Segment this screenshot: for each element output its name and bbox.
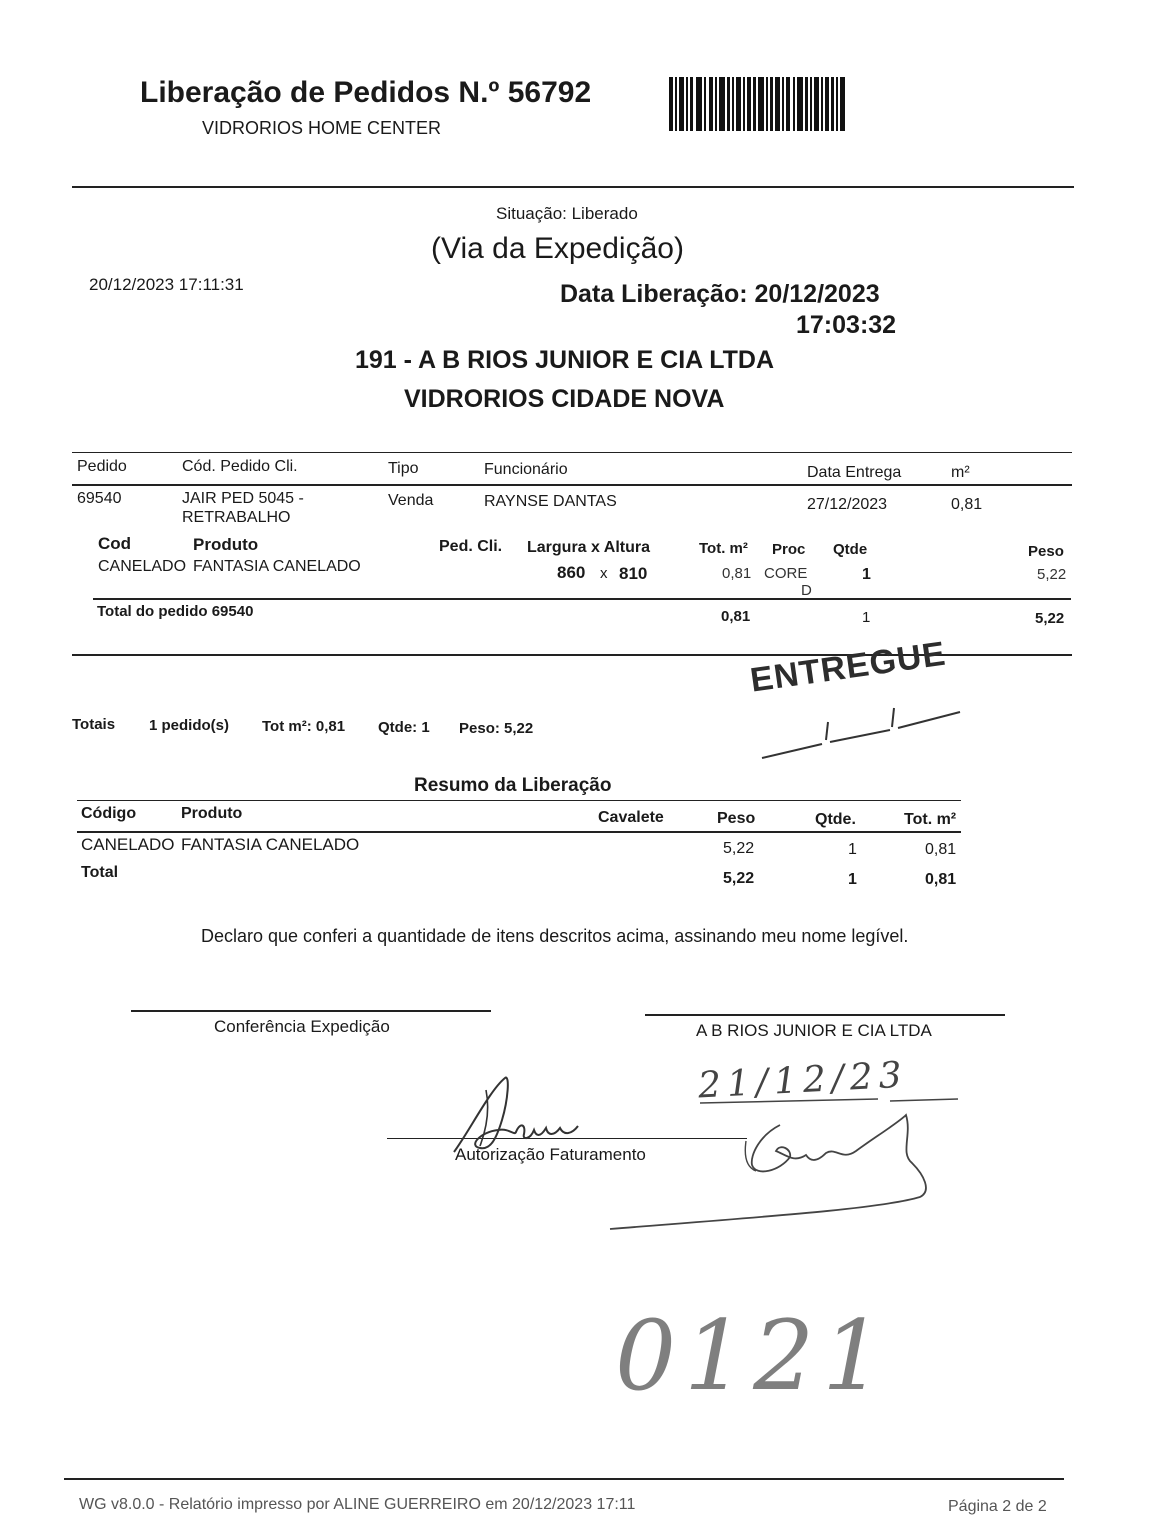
- conferencia-label: Conferência Expedição: [214, 1017, 390, 1036]
- declaration: Declaro que conferi a quantidade de itens descritos acima, assinando meu nome legível.: [201, 926, 909, 946]
- client-store: VIDRORIOS CIDADE NOVA: [404, 385, 725, 413]
- resumo-title: Resumo da Liberação: [414, 775, 612, 796]
- resumo-col-cavalete: Cavalete: [598, 809, 664, 826]
- item-altura: 810: [619, 564, 648, 583]
- resumo-row-tot-m2: 0,81: [925, 841, 957, 858]
- resumo-top: [77, 800, 961, 801]
- client-name: 191 - A B RIOS JUNIOR E CIA LTDA: [355, 346, 775, 374]
- resumo-total-peso: 5,22: [723, 870, 755, 887]
- resumo-col-qtde: Qtde.: [815, 811, 856, 828]
- col-cod-pedido-cli: Cód. Pedido Cli.: [182, 458, 298, 475]
- item-col-cod: Cod: [98, 534, 132, 553]
- footer-page: Página 2 de 2: [948, 1498, 1047, 1515]
- data-liberacao: [560, 280, 880, 309]
- order-total-m2: 0,81: [721, 608, 751, 625]
- totais-pedidos: 1 pedido(s): [149, 717, 230, 734]
- handwritten-note: 0121: [615, 1300, 892, 1412]
- resumo-col-codigo: Código: [81, 805, 137, 822]
- situacao: Situação: Liberado: [496, 204, 638, 223]
- document-title: Liberação de Pedidos N.º 56792: [140, 76, 592, 109]
- order-total-qtde: 1: [862, 609, 871, 626]
- resumo-header-divider: [77, 831, 961, 833]
- item-largura: 860: [557, 563, 586, 582]
- item-peso: 5,22: [1037, 566, 1067, 583]
- resumo-total-qtde: 1: [848, 871, 857, 888]
- data-liberacao-date: 20/12/2023: [754, 280, 880, 308]
- col-funcionario: Funcionário: [484, 461, 568, 478]
- totais-label: Totais: [72, 716, 116, 733]
- resumo-total-label: Total: [81, 864, 119, 881]
- resumo-row-codigo: CANELADO: [81, 835, 175, 854]
- data-entrega-value: 27/12/2023: [807, 496, 888, 513]
- col-pedido: Pedido: [77, 458, 127, 475]
- totais-peso: Peso: 5,22: [459, 720, 534, 737]
- entregue-stamp: ENTREGUE: [748, 634, 949, 700]
- cod-pedido-cli-line2: RETRABALHO: [182, 509, 291, 526]
- item-col-ped-cli: Ped. Cli.: [439, 538, 503, 555]
- resumo-row-produto: FANTASIA CANELADO: [181, 835, 360, 854]
- pedido-number: 69540: [77, 490, 122, 507]
- signature-client: [580, 1105, 940, 1235]
- item-tot-m2: 0,81: [722, 565, 752, 582]
- order-table-top: [72, 452, 1072, 453]
- item-col-qtde: Qtde: [833, 541, 868, 558]
- item-col-tot-m2: Tot. m²: [699, 540, 748, 557]
- client-sign-label: A B RIOS JUNIOR E CIA LTDA: [696, 1021, 932, 1040]
- conferencia-line: [131, 1010, 491, 1012]
- stamp-date-lines: [760, 700, 965, 765]
- company-name: VIDRORIOS HOME CENTER: [202, 118, 442, 138]
- col-tipo: Tipo: [388, 460, 419, 477]
- item-x: x: [600, 565, 608, 582]
- item-produto: FANTASIA CANELADO: [193, 558, 361, 575]
- resumo-row-qtde: 1: [848, 841, 857, 858]
- header-divider: [72, 186, 1074, 188]
- signature-aline: [450, 1070, 590, 1165]
- cod-pedido-cli-line1: JAIR PED 5045 -: [182, 490, 304, 507]
- data-liberacao-label: Data Liberação:: [560, 280, 748, 308]
- m2-value: 0,81: [951, 496, 983, 513]
- order-header-divider: [72, 484, 1072, 486]
- client-sign-line: [645, 1014, 1005, 1016]
- col-m2: m²: [951, 464, 970, 481]
- col-data-entrega: Data Entrega: [807, 464, 902, 481]
- order-total-peso: 5,22: [1035, 610, 1065, 627]
- totais-m2: Tot m²: 0,81: [262, 718, 346, 735]
- order-total-label: Total do pedido 69540: [97, 603, 254, 620]
- data-liberacao-time: 17:03:32: [796, 311, 897, 339]
- item-col-produto: Produto: [193, 535, 259, 554]
- footer-printed-by: WG v8.0.0 - Relatório impresso por ALINE GUERREIRO em 20/12/2023 17:11: [79, 1496, 636, 1513]
- handwritten-date: 21/12/23: [697, 1054, 909, 1107]
- item-cod: CANELADO: [98, 558, 187, 575]
- resumo-total-tot-m2: 0,81: [925, 871, 957, 888]
- barcode: [669, 77, 847, 131]
- item-col-peso: Peso: [1028, 543, 1064, 560]
- item-total-divider: [93, 598, 1071, 600]
- item-proc-line1: CORE: [764, 565, 808, 582]
- item-qtde: 1: [862, 566, 871, 583]
- item-proc-line2: D: [801, 582, 812, 599]
- footer-divider: [64, 1478, 1064, 1480]
- printed-at: 20/12/2023 17:11:31: [89, 275, 244, 294]
- funcionario-value: RAYNSE DANTAS: [484, 493, 617, 510]
- resumo-row-peso: 5,22: [723, 840, 755, 857]
- item-col-largura-altura: Largura x Altura: [527, 539, 650, 556]
- totais-qtde: Qtde: 1: [378, 719, 430, 736]
- autorizacao-label: Autorização Faturamento: [455, 1145, 646, 1164]
- via-label: (Via da Expedição): [431, 232, 684, 265]
- resumo-col-peso: Peso: [717, 810, 756, 827]
- resumo-col-tot-m2: Tot. m²: [904, 811, 957, 828]
- tipo-value: Venda: [388, 492, 434, 509]
- item-col-proc: Proc: [772, 541, 806, 558]
- resumo-col-produto: Produto: [181, 805, 243, 822]
